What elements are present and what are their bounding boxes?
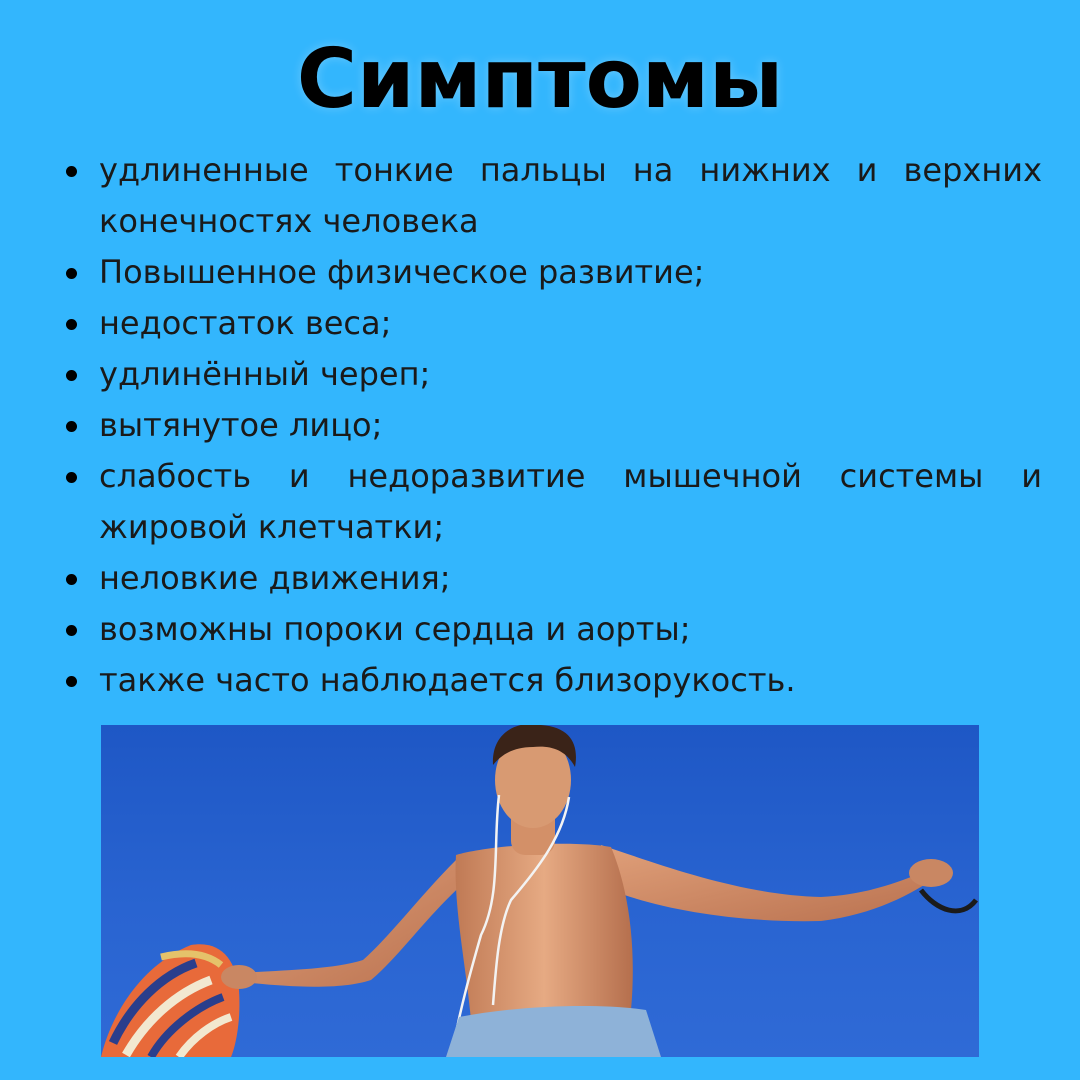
bullet-icon <box>66 472 77 483</box>
left-arm <box>241 860 473 987</box>
right-arm <box>601 845 936 921</box>
symptom-list <box>62 145 1042 706</box>
right-hand <box>909 859 953 887</box>
symptom-text: удлинённый череп; <box>99 355 431 393</box>
symptom-text: возможны пороки сердца и аорты; <box>99 610 691 648</box>
person-photo <box>101 725 979 1057</box>
symptom-text: Повышенное физическое развитие; <box>99 253 705 291</box>
list-item <box>62 349 1042 400</box>
towel <box>101 944 239 1057</box>
bullet-icon <box>66 370 77 381</box>
bullet-icon <box>66 574 77 585</box>
bullet-icon <box>66 166 77 177</box>
bullet-icon <box>66 319 77 330</box>
left-hand <box>221 965 257 989</box>
list-item <box>62 451 1042 553</box>
person-illustration <box>101 725 979 1057</box>
page-title: Симптомы <box>296 32 784 127</box>
bullet-icon <box>66 625 77 636</box>
list-item <box>62 247 1042 298</box>
list-item <box>62 298 1042 349</box>
symptom-text: неловкие движения; <box>99 559 451 597</box>
symptom-text: также часто наблюдается близорукость. <box>99 661 796 699</box>
sunglasses <box>921 890 976 911</box>
list-item <box>62 145 1042 247</box>
symptom-text: вытянутое лицо; <box>99 406 383 444</box>
symptom-text: удлиненные тонкие пальцы на нижних и верхних конечностях человека <box>99 151 1042 240</box>
bullet-icon <box>66 676 77 687</box>
list-item <box>62 655 1042 706</box>
list-item <box>62 553 1042 604</box>
symptom-text: недостаток веса; <box>99 304 392 342</box>
list-item <box>62 400 1042 451</box>
bullet-icon <box>66 421 77 432</box>
list-item <box>62 604 1042 655</box>
bullet-icon <box>66 268 77 279</box>
symptom-text: слабость и недоразвитие мышечной системы и жировой клетчатки; <box>99 457 1042 546</box>
